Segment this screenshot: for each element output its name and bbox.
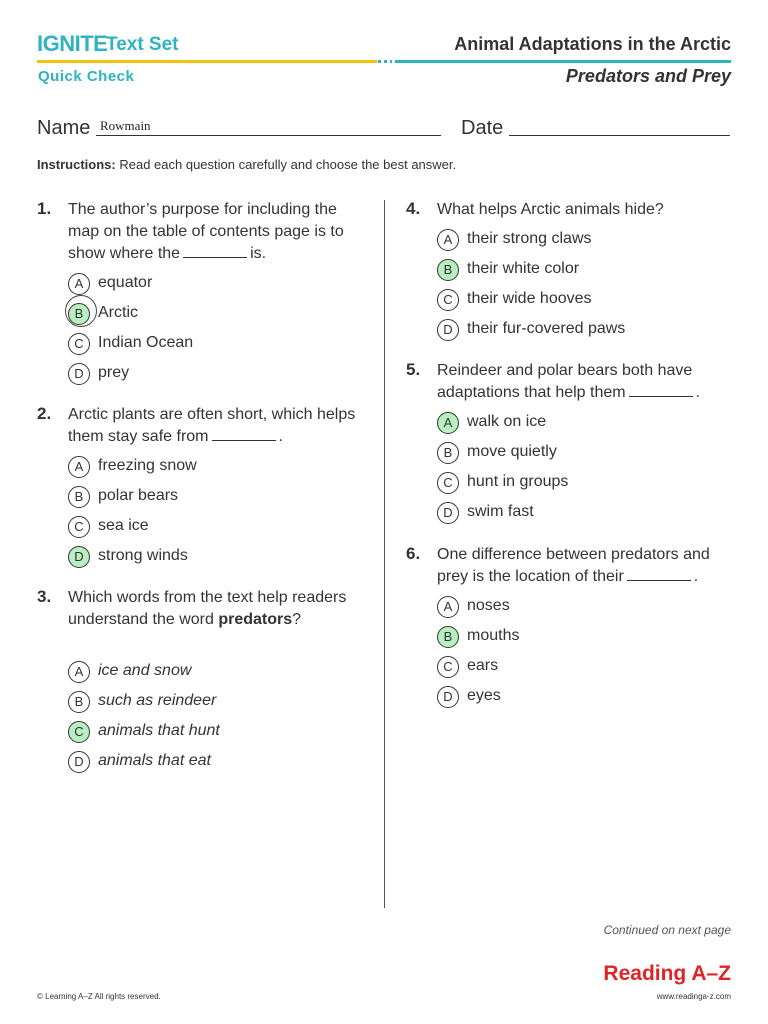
answer-blank xyxy=(183,243,247,258)
answer-option-text: sea ice xyxy=(98,517,149,534)
name-field-line[interactable] xyxy=(96,135,441,136)
answer-option-text: noses xyxy=(467,597,510,614)
answer-option-text: prey xyxy=(98,364,130,381)
answer-option-text: mouths xyxy=(467,627,520,644)
question-number: 5. xyxy=(406,360,421,379)
publisher-url: www.readinga-z.com xyxy=(656,992,731,1001)
answer-option-text: their fur-covered paws xyxy=(467,320,626,337)
question-stem-end: . xyxy=(695,384,701,401)
question-text xyxy=(68,587,368,631)
question-stem-end: is. xyxy=(250,245,267,262)
answer-bubble[interactable]: B xyxy=(437,626,459,648)
answer-option-text: animals that hunt xyxy=(98,722,220,739)
section-label: Quick Check xyxy=(38,68,135,85)
answer-option-text: Indian Ocean xyxy=(98,334,194,351)
answer-bubble[interactable]: A xyxy=(437,596,459,618)
answer-bubble[interactable]: B xyxy=(68,486,90,508)
answer-bubble[interactable]: D xyxy=(68,363,90,385)
question-text xyxy=(437,360,737,404)
brand-label: Text Set xyxy=(106,34,179,55)
instructions xyxy=(37,157,456,172)
page-title: Animal Adaptations in the Arctic xyxy=(454,34,731,54)
instructions-label: Instructions: xyxy=(37,157,116,172)
answer-option-text: strong winds xyxy=(98,547,188,564)
question-number: 1. xyxy=(37,199,52,218)
answer-bubble[interactable]: C xyxy=(68,516,90,538)
answer-bubble[interactable]: A xyxy=(68,456,90,478)
name-label: Name xyxy=(37,117,91,139)
reading-az-logo: Reading A–Z xyxy=(603,962,731,985)
answer-option-text: walk on ice xyxy=(467,413,547,430)
answer-bubble[interactable]: C xyxy=(68,721,90,743)
question-number: 6. xyxy=(406,544,421,563)
question-stem: Arctic plants are often short, which helps them stay safe from xyxy=(68,406,356,445)
answer-bubble[interactable]: D xyxy=(437,502,459,524)
answer-bubble[interactable]: A xyxy=(437,229,459,251)
pen-circle-mark xyxy=(65,295,97,327)
copyright: © Learning A–Z All rights reserved. xyxy=(37,992,161,1001)
question-stem: Reindeer and polar bears both have adaptations that help them xyxy=(437,362,693,401)
question-text xyxy=(68,199,368,265)
answer-bubble[interactable]: A xyxy=(437,412,459,434)
answer-option-text: hunt in groups xyxy=(467,473,569,490)
answer-option-text: move quietly xyxy=(467,443,557,460)
answer-option-text: animals that eat xyxy=(98,752,211,769)
answer-option-text: ears xyxy=(467,657,499,674)
answer-bubble[interactable]: C xyxy=(437,289,459,311)
answer-blank xyxy=(629,382,693,397)
question-stem-end: . xyxy=(693,568,699,585)
question-text xyxy=(437,199,737,221)
answer-option-text: swim fast xyxy=(467,503,534,520)
answer-option-text: freezing snow xyxy=(98,457,197,474)
answer-option-text: their white color xyxy=(467,260,580,277)
question-text xyxy=(437,544,737,588)
question-stem-end: . xyxy=(278,428,283,445)
answer-bubble[interactable]: D xyxy=(68,546,90,568)
answer-bubble[interactable]: B xyxy=(437,259,459,281)
date-label: Date xyxy=(461,117,504,139)
question-stem: One difference between predators and prey is the location of their xyxy=(437,546,710,585)
answer-bubble[interactable]: A xyxy=(68,661,90,683)
answer-option-text: Arctic xyxy=(98,304,138,321)
answer-option-text: eyes xyxy=(467,687,501,704)
header-rule-yellow xyxy=(37,60,377,63)
question-stem-end: ? xyxy=(292,611,302,628)
answer-bubble[interactable]: D xyxy=(68,751,90,773)
answer-blank xyxy=(627,566,691,581)
continued-note: Continued on next page xyxy=(603,923,731,937)
answer-bubble[interactable]: B xyxy=(68,303,90,325)
question-number: 4. xyxy=(406,199,421,218)
page-subtitle: Predators and Prey xyxy=(565,66,731,86)
question-number: 3. xyxy=(37,587,52,606)
question-text xyxy=(68,404,368,448)
answer-option-text: polar bears xyxy=(98,487,179,504)
name-field-value[interactable]: Rowmain xyxy=(100,118,151,133)
ignite-logo: IGNITE xyxy=(37,31,108,56)
answer-bubble[interactable]: A xyxy=(68,273,90,295)
answer-option-text: equator xyxy=(98,274,153,291)
header-rule-dashes xyxy=(378,60,392,63)
instructions-text: Read each question carefully and choose the best answer. xyxy=(115,157,457,172)
answer-bubble[interactable]: C xyxy=(437,472,459,494)
question-stem: Which words from the text help readers understand the word xyxy=(68,589,347,628)
date-field-line[interactable] xyxy=(509,135,730,136)
answer-bubble[interactable]: B xyxy=(437,442,459,464)
answer-bubble[interactable]: C xyxy=(68,333,90,355)
question-keyword: predators xyxy=(218,611,293,628)
question-stem: What helps Arctic animals hide? xyxy=(437,201,664,218)
question-number: 2. xyxy=(37,404,52,423)
answer-bubble[interactable]: D xyxy=(437,686,459,708)
answer-blank xyxy=(212,426,276,441)
answer-option-text: ice and snow xyxy=(98,662,192,679)
answer-option-text: their wide hooves xyxy=(467,290,592,307)
question-stem: The author’s purpose for including the map on the table of contents page is to show where the xyxy=(68,201,344,262)
header-rule-teal xyxy=(395,60,731,63)
answer-bubble[interactable]: D xyxy=(437,319,459,341)
column-divider xyxy=(384,200,385,908)
answer-option-text: their strong claws xyxy=(467,230,592,247)
answer-option-text: such as reindeer xyxy=(98,692,217,709)
answer-bubble[interactable]: C xyxy=(437,656,459,678)
answer-bubble[interactable]: B xyxy=(68,691,90,713)
